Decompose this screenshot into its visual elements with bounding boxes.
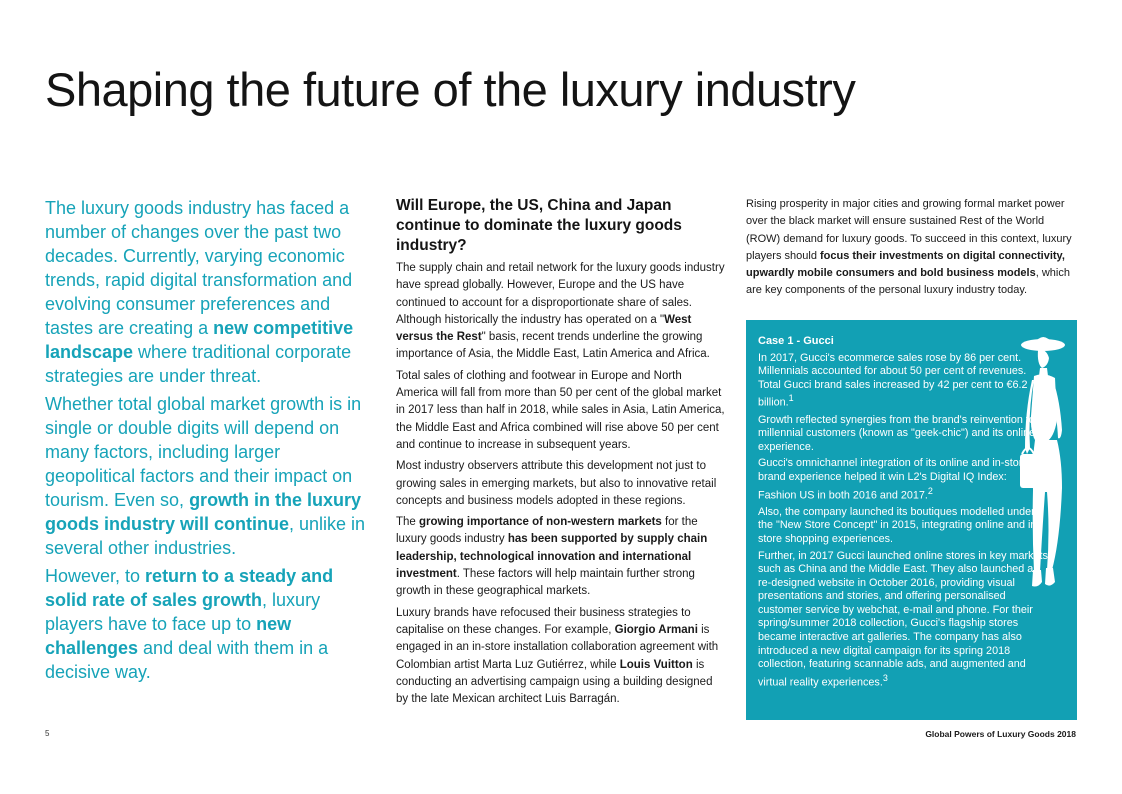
case-study-box <box>746 320 1077 720</box>
footnote-ref: 3 <box>882 672 888 683</box>
case-study-content <box>758 335 1048 693</box>
highlight-text: growth in the luxury goods industry will continue <box>45 490 362 534</box>
highlight-text: return to a steady and solid rate of sales growth <box>45 566 334 610</box>
page-title: Shaping the future of the luxury industry <box>45 63 856 116</box>
highlight-text: new competitive landscape <box>45 318 354 362</box>
intro-paragraph-2: Whether total global market growth is in single or double digits will depend on many factors, including larger geopolitical factors and their impact on tourism. Even so, growth in the luxury goods industry will continue, unlike in several other industries. <box>45 394 366 558</box>
footnote-ref: 2 <box>927 485 933 496</box>
footer-publication-title: Global Powers of Luxury Goods 2018 <box>925 729 1076 739</box>
body-paragraph-4: The growing importance of non-western markets for the luxury goods industry has been supported by supply chain leadership, technological innovation and international investment. These factors will help maintain further strong growth in these geographical markets. <box>396 516 708 598</box>
body-paragraph-right: Rising prosperity in major cities and growing formal market power over the black market will ensure sustained Rest of the World (ROW) demand for luxury goods. To succeed in this context, luxury players should focus their investments on digital connectivity, upwardly mobile consumers and bold business models, which are key components of the personal luxury industry today. <box>746 198 1072 297</box>
case-paragraph-5: Further, in 2017 Gucci launched online stores in key markets such as China and the Middle East. They also launched a re-designed website in October 2016, providing visual presentations and stories, and offering personalised customer service by webchat, e-mail and phone. For their spring/summer 2018 collection, Gucci's flagship stores became interactive art galleries. The company has also introduced a new digital campaign for its spring 2018 collection, featuring scannable ads, and augmented and virtual reality experiences.$^3$ <box>758 549 1048 689</box>
body-paragraph-3: Most industry observers attribute this development not just to growing sales in emerging markets, but also to innovative retail concepts and business models adopted in these regions. <box>396 460 717 507</box>
body-paragraph-5: Luxury brands have refocused their business strategies to capitalise on these changes. For example, Giorgio Armani is engaged in an in-store installation collaboration agreement with Colombian artist Marta Luz Gutiérrez, while Louis Vuitton is conducting an advertising campaign using a building designed by the late Mexican architect Luis Barragán. <box>396 606 719 706</box>
case-study-heading: Case 1 - Gucci <box>758 335 834 347</box>
section-heading: Will Europe, the US, China and Japan continue to dominate the luxury goods industry? <box>396 197 682 254</box>
middle-column <box>396 196 726 712</box>
case-paragraph-3: Gucci's omnichannel integration of its online and in-store brand experience helped it win L2's Digital IQ Index: Fashion US in both 2016 and 2017.$^2$ <box>758 457 1029 502</box>
intro-paragraph-1: The luxury goods industry has faced a number of changes over the past two decades. Currently, varying economic trends, rapid digital transformation and evolving consumer preferences and tastes are creating a new competitive landscape where traditional corporate strategies are under threat. <box>45 198 354 386</box>
intro-column <box>45 196 370 688</box>
highlight-text: new challenges <box>45 614 292 658</box>
case-paragraph-2: Growth reflected synergies from the brand's reinvention for millennial customers (known as "geek-chic") and its online experience. <box>758 413 1039 453</box>
right-column <box>746 196 1078 300</box>
footnote-ref: 1 <box>788 393 794 404</box>
page-number: 5 <box>45 729 50 738</box>
body-paragraph-1: The supply chain and retail network for the luxury goods industry have spread globally. However, Europe and the US have continued to account for a disproportionate share of sales. Although historically the industry has operated on a "West versus the Rest" basis, recent trends underline the growing importance of Asia, the Middle East, Latin America and Africa. <box>396 262 725 361</box>
body-paragraph-2: Total sales of clothing and footwear in Europe and North America will fall from more than 50 per cent of the global market in 2017 less than half in 2018, while sales in Asia, Latin America, the Middle East and Africa combined will rise above 50 per cent and continue to increase in subsequent years. <box>396 369 725 451</box>
case-paragraph-1: In 2017, Gucci's ecommerce sales rose by 86 per cent. Millennials accounted for about 50 per cent of revenues. Total Gucci brand sales increased by 42 per cent to €6.2 billion.$^1$ <box>758 351 1028 409</box>
intro-paragraph-3: However, to return to a steady and solid rate of sales growth, luxury players have to face up to new challenges and deal with them in a decisive way. <box>45 566 334 682</box>
case-paragraph-4: Also, the company launched its boutiques modelled under the "New Store Concept" in 2015, integrating online and in-store shopping experiences. <box>758 505 1040 545</box>
